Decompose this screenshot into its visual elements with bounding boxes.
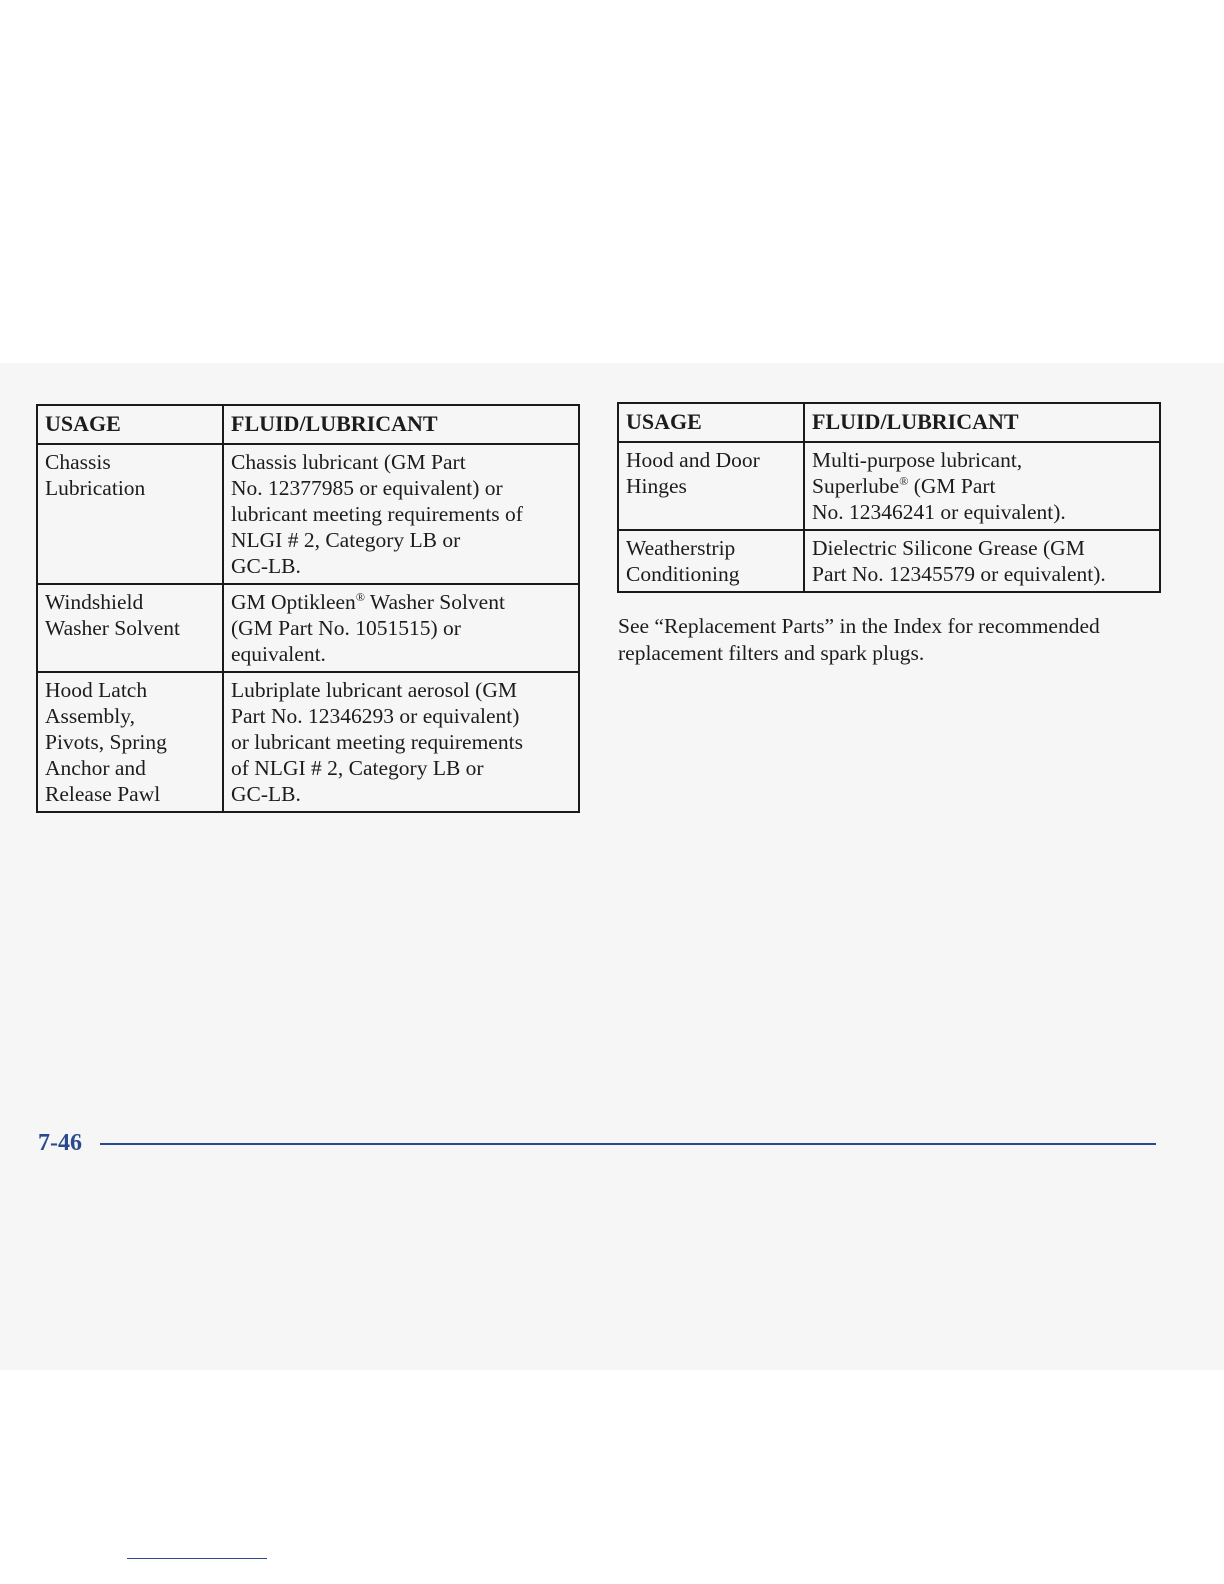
fluid-lubricant-header: FLUID/LUBRICANT bbox=[223, 405, 579, 444]
fluid-cell bbox=[223, 444, 579, 584]
table-row bbox=[37, 444, 579, 584]
bottom-link-underline bbox=[127, 1558, 267, 1559]
fluid-text-line: Lubriplate lubricant aerosol (GM bbox=[231, 678, 517, 702]
fluid-text-line: No. 12377985 or equivalent) or bbox=[231, 476, 503, 500]
fluid-text-line: equivalent. bbox=[231, 642, 326, 666]
product-suffix: (GM Part bbox=[908, 474, 996, 498]
fluid-cell bbox=[223, 672, 579, 812]
usage-text-line: Pivots, Spring bbox=[45, 730, 167, 754]
usage-text-line: Assembly, bbox=[45, 704, 135, 728]
usage-text-line: Hood Latch bbox=[45, 678, 148, 702]
table-row bbox=[37, 584, 579, 672]
usage-header: USAGE bbox=[37, 405, 223, 444]
fluid-text-line bbox=[231, 589, 571, 615]
left-lubricant-table bbox=[36, 404, 580, 813]
usage-text-line: Chassis bbox=[45, 450, 111, 474]
usage-cell bbox=[618, 442, 804, 530]
fluid-text-line: lubricant meeting requirements of bbox=[231, 502, 523, 526]
fluid-text-line: GC-LB. bbox=[231, 554, 301, 578]
usage-text-line: Anchor and bbox=[45, 756, 146, 780]
product-suffix: Washer Solvent bbox=[364, 590, 505, 614]
fluid-text-line: Dielectric Silicone Grease (GM bbox=[812, 536, 1085, 560]
fluid-text-line: Chassis lubricant (GM Part bbox=[231, 450, 466, 474]
usage-cell bbox=[37, 444, 223, 584]
usage-text-line: Conditioning bbox=[626, 562, 740, 586]
usage-cell bbox=[37, 584, 223, 672]
registered-mark: ® bbox=[899, 473, 909, 488]
page-number: 7-46 bbox=[38, 1130, 82, 1156]
table-row bbox=[37, 672, 579, 812]
fluid-text-line: Part No. 12346293 or equivalent) bbox=[231, 704, 520, 728]
usage-text-line: Washer Solvent bbox=[45, 616, 181, 640]
usage-cell bbox=[618, 530, 804, 592]
table-header-row bbox=[37, 405, 579, 444]
replacement-parts-note bbox=[618, 613, 1158, 667]
fluid-text-line: GC-LB. bbox=[231, 782, 301, 806]
table-header-row bbox=[618, 403, 1160, 442]
fluid-cell bbox=[804, 442, 1160, 530]
registered-mark: ® bbox=[355, 589, 365, 604]
fluid-text-line: Part No. 12345579 or equivalent). bbox=[812, 562, 1106, 586]
fluid-text-line: (GM Part No. 1051515) or bbox=[231, 616, 461, 640]
fluid-lubricant-header: FLUID/LUBRICANT bbox=[804, 403, 1160, 442]
usage-text-line: Hood and Door bbox=[626, 448, 760, 472]
fluid-text-line: or lubricant meeting requirements bbox=[231, 730, 523, 754]
fluid-cell bbox=[223, 584, 579, 672]
fluid-text-line bbox=[812, 473, 1152, 499]
product-name: GM Optikleen bbox=[231, 590, 356, 614]
note-line: replacement filters and spark plugs. bbox=[618, 641, 925, 665]
note-line: See “Replacement Parts” in the Index for recommended bbox=[618, 614, 1100, 638]
table-row bbox=[618, 442, 1160, 530]
product-name: Superlube bbox=[812, 474, 900, 498]
usage-text-line: Lubrication bbox=[45, 476, 146, 500]
fluid-text-line: of NLGI # 2, Category LB or bbox=[231, 756, 484, 780]
usage-text-line: Weatherstrip bbox=[626, 536, 736, 560]
usage-header: USAGE bbox=[618, 403, 804, 442]
usage-cell bbox=[37, 672, 223, 812]
fluid-cell bbox=[804, 530, 1160, 592]
footer-rule bbox=[100, 1143, 1156, 1145]
table-row bbox=[618, 530, 1160, 592]
usage-text-line: Release Pawl bbox=[45, 782, 161, 806]
usage-text-line: Hinges bbox=[626, 474, 687, 498]
fluid-text-line: No. 12346241 or equivalent). bbox=[812, 500, 1066, 524]
right-lubricant-table bbox=[617, 402, 1161, 593]
fluid-text-line: NLGI # 2, Category LB or bbox=[231, 528, 461, 552]
usage-text-line: Windshield bbox=[45, 590, 144, 614]
fluid-text-line: Multi-purpose lubricant, bbox=[812, 448, 1023, 472]
